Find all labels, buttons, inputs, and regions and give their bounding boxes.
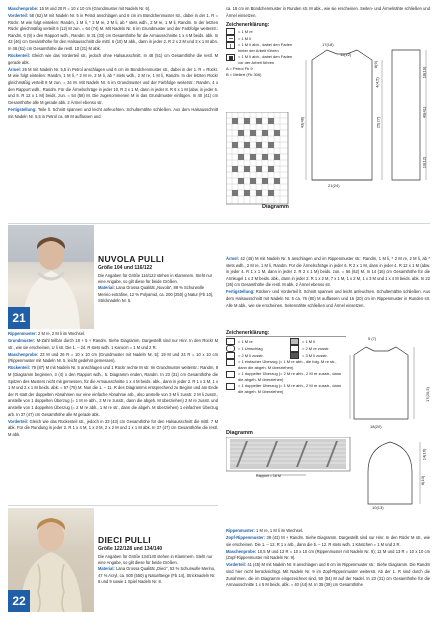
legend-1 — [226, 22, 294, 78]
schema-label-h3: 8(9) — [373, 60, 379, 69]
knit-two-together-symbol-icon — [290, 345, 299, 352]
garment-schematic-1 — [302, 30, 432, 220]
schema2-label-side2: 8(10) — [420, 475, 426, 486]
legend-row: = 1 M li — [226, 35, 294, 42]
legend-row: = 1 doppelter Überzug (= 2 M re abh., 2 M re zusstr., dann die abgeh. M überziehen) — [226, 371, 346, 383]
project-title: NUVOLA PULLI — [98, 254, 165, 264]
garment-schematic-2 — [348, 335, 434, 425]
single-decrease-symbol-icon — [226, 359, 235, 366]
paragraph: Ärmel: 26 M mit Nadeln Nr. 5,5 in Petrol anschlagen und 6 cm im Bündchenmuster str., dabei in der 1. R = Rückr. M wie folgt einteilen: Randm, 1 M li, * 2 M re, 2 M li, ab * stets wdh., 2 M re, 1 M li, Randm. In der letzten Rückr gleichmäßig verteilt 8 M zun. = 34 M. Mit Nadeln Nr. 6 im Grundmuster und der Farbfolge weiterstr.: Randm, 4 x den Rapport wdh., Randm. Für die Ärmelschräge in jeder 10. R 2 x 1 M, dann in jeder 8. R 6 x 1 M (abw. in jeder 6. und 8. R 12 x 1 M) beids. zun. = 54 (58) M. Die zugenommenen M in das Grundmuster einfügen. In 40 (41) cm Gesamthöhe alle M gerade abk. 2 Ärmel ebenso str. — [8, 66, 219, 105]
paragraph: Rippenmuster: 1 M re, 1 M li im Wechsel. — [226, 528, 304, 533]
knitting-chart-1 — [226, 112, 296, 208]
project-size: Größe 104 und 116/122 — [98, 265, 153, 271]
section-divider — [8, 505, 218, 506]
legend-row: = 2 M re zusstr. — [290, 345, 346, 352]
paragraph: Vorderteil: 58 (62) M mit Nadeln Nr. 5 in Petrol anschlagen und 6 cm im Bündchenmuster str., dabei in der 1. R = Rückr. M wie folgt einteilen: Randm, 1 M li, * 2 M re, 2 M li, ab * stets wdh., 2 M re, 1 M li, Randm. In der letzten Rückr gleichmäßig verteilt 6 (12) M zun. = 64 (74) M. Mit Nadeln Nr. 6 im Grundmuster und der Farbfolge weiterstr.: Randm, 6 (9) x den Rapport wdh., Randm. In 31 (33) cm Gesamthöhe für die Armausschnitte 1 x 4 M beids. abk. In 43 (46) cm Gesamthöhe für den Halsausschnitt die mittl. 6 (10) M abk., dann in jeder 2. R 2 x 2 M und 3 x 1 M abn. In 48 (51) cm Gesamthöhe die restl. 10 (21) M abk. — [8, 13, 218, 52]
schema-label-side-top: 18(19) — [421, 66, 427, 79]
legend-col-1 — [226, 338, 286, 359]
chart-2-rapport: Rapport = 18 M — [256, 474, 281, 478]
paragraph: Vorderteil: 41 (45) M mit Nadeln Nr. 8 anschlagen und 8 cm im Rippenmuster str.: Siehe Diagramm. Die Randm sind hier nicht berücksichtigt. Mit Nadeln Nr. 9 im Zopf-Rippenmuster weiterstr. Ab der 1. R sind durch die Zunahmen, die im Diagramm eingezeichnet sind, 50 (54) M auf der Nadel. In 23 (31) cm Gesamthöhe für die Armausschnitte 1 x 5 M beids. abk. = 40 (44) M. In 35 (39) cm Gesamthöhe — [226, 562, 431, 588]
purl-two-together-symbol-icon — [226, 352, 235, 359]
paragraph: Maschenprobe: 23 M und 26 R = 10 x 10 cm (Grundmuster mit Nadeln Nr. 5); 19 M und 24 R = 10 x 10 cm (Rippenmuster mit Nadeln Nr. 5, leicht gedehnt gemessen). — [8, 351, 218, 364]
paragraph: Ärmel: 42 (46) M mit Nadeln Nr. 5 anschlagen und im Rippenmuster str.: Randm, 1 M li, * 2 M re, 2 M li, ab * stets wdh., 2 M re, 1 M li, Randm. Für die Ärmelschräge in jeder 6. R 2 x 1 M, dann in jeder 4. R 12 x 1 M (abw. in jeder 4. R 1 x 1 M, dann in jeder 2. R 2 x 1 M) beids. zun. = 56 (62) M. In 14 (16) cm Gesamthöhe für die Armkugel 1 x 3 M beids. abk., dann in jeder 2. R 1 x 2 M, 7 x 1 M, 1 x 2 M, 1 x 3 M und 1 x 4 M beids. abk. In 22 (26) cm Gesamthöhe die restl. M abk. 2 Ärmel ebenso str. — [226, 256, 430, 288]
legend-row: = 3 M li zusstr. — [290, 352, 346, 359]
legend-2 — [226, 330, 346, 395]
legend-row: = 1 einfacher Überzug (= 1 M re abh., die folg. M re str., dann die abgeh. M überziehen) — [226, 359, 346, 371]
legend-row: = 2 M li zusstr. — [226, 352, 286, 359]
paragraph: Rückenteil: Gleich wie das Vorderteil str., jedoch ohne Halsausschnitt. In 48 (51) cm Gesamthöhe die restl. M gerade abk. — [8, 53, 218, 65]
legend-col-2 — [290, 338, 346, 359]
paragraph: Zopf-Rippenmuster: 39 (43) M + Randm. Siehe Diagramm. Dargestellt sind nur Hinr. In den Rückr M str., wie sie erscheinen. Die 1. – 12. R 1 x arb., dann die 5. – 12. R stets wdh. 1 Kästchen = 1 M und 2 R. — [226, 535, 431, 547]
project-size-note: Die Angaben für Größe 116/122 stehen in Klammern. Steht nur eine Angabe, so gilt diese für beide Größen. — [98, 273, 213, 285]
project-22-info — [98, 535, 216, 585]
legend-title: Zeichenerklärung: — [226, 22, 270, 28]
project-material: Material: Lana Grossa Qualität „Nuvola“, 88 % Schurwolle Merino extrafine, 12 % Polyamid, ca. 200 (250) g Natur (Fb 10), Stricknadeln Nr. 5. — [98, 285, 214, 303]
schema2-label-w: 18(20) — [370, 424, 382, 429]
legend-row: = 1 Umschlag — [226, 345, 286, 352]
schema-label-side-mid: 40(41) — [421, 106, 427, 119]
legend-row: = 1 M li abh., dabei den Faden hinter der Arbeit führen — [226, 42, 294, 54]
legend-row: = 1 doppelter Überzug (= 1 M re abh., 2 M re zusstr., dann die abgeh. M überziehen) — [226, 383, 346, 395]
schema-label-w2: 11(12) — [340, 52, 352, 57]
knit-symbol-icon — [226, 338, 235, 345]
top-right-text: ca. 18 cm im Bündchenmuster in Runden str. M abk., wie sie erscheinen. Seiten- und Ärmelnähte schließen und Ärmel einsetzen. — [226, 6, 430, 18]
purl-three-together-symbol-icon — [290, 352, 299, 359]
paragraph: Grundmuster: M-Zahl teilbar durch 18 + 5 + Randm. Siehe Diagramm. Dargestellt sind nur Hinr. In den Rückr M str., wie sie erscheinen, U li str. Die 1. – 24. R stets wdh. 1 Karocm = 1 M und 2 R. — [8, 338, 218, 350]
schema-label-h1: 43(48) — [299, 116, 305, 129]
schema-label-side-bot: 10(12) — [421, 156, 427, 169]
purl-symbol-icon — [290, 338, 299, 345]
top-left-column — [8, 6, 218, 121]
slip-front-symbol-icon — [226, 54, 235, 61]
legend-row: A = Petrol Fb 9 — [226, 66, 253, 71]
legend-row: = 1 M li abh., dabei den Faden vor der Arbeit führen — [226, 54, 294, 66]
paragraph: Rippenmuster: 2 M re, 2 M li im Wechsel. — [8, 331, 86, 336]
project-title: DIECI PULLI — [98, 535, 151, 545]
yarn-over-symbol-icon — [226, 345, 235, 352]
schema2-label-top: 5 (7) — [368, 336, 377, 341]
double-decrease-alt-symbol-icon — [226, 383, 235, 390]
project-size: Größe 122/128 und 134/140 — [98, 546, 163, 552]
schema-label-h4: 4(4,5) — [374, 77, 380, 88]
schema-label-h2: 25(27) — [375, 116, 381, 129]
double-decrease-symbol-icon — [226, 371, 235, 378]
paragraph: Fertigstellung: Rücken- und Vorderteil lt. Schnitt spannen und leicht anfeuchten. Schulternähte schließen. Aus dem Halsausschnitt mit Nadeln Nr. 5 ca. 76 (80) M auffassen und 16 (20) cm im Rippenmuster in Runden str. Alle M abk., wie sie erscheinen. Seitennähte schließen und Ärmel einsetzen. — [226, 289, 430, 308]
chart-2-label: Diagramm — [226, 430, 253, 436]
knitting-chart-2 — [226, 437, 352, 479]
paragraph: Vorderteil: Gleich wie das Rückenteil str., jedoch in 33 (43) cm Gesamthöhe für den Halsausschnitt die mittl. 7 M abk. Für die Rundung in jeder 2. R 1 x 4 M, 1 x 3 M, 2 x 2 M und 1 x 1 M abk. In 37 (47) cm Gesamthöhe die restl. M abk. — [8, 418, 218, 437]
section-divider — [8, 223, 430, 224]
schema-label-w3: 21(24) — [328, 183, 340, 188]
bottom-right-column — [226, 528, 430, 589]
legend-row: = 1 M li — [290, 338, 346, 345]
sleeve-schematic-2 — [360, 432, 436, 512]
paragraph: Maschenprobe: 15 M und 20 R = 10 x 10 cm (Grundmuster mit Nadeln Nr. 6). — [8, 6, 151, 11]
legend-row: = 1 M re — [226, 338, 286, 345]
schema2-label-side1: 14(16) — [421, 448, 427, 461]
slip-back-symbol-icon — [226, 42, 235, 49]
legend-title: Zeichenerklärung: — [226, 330, 346, 337]
schema2-label-sleeve: 10(13) — [372, 505, 384, 510]
mid-left-column — [8, 331, 218, 439]
legend-row: B = Meliert (Fb 306) — [226, 72, 262, 77]
mid-right-column — [226, 256, 430, 310]
schema-label-w1: 17(18) — [322, 42, 334, 47]
chart-1-label: Diagramm — [262, 204, 289, 210]
purl-symbol-icon — [226, 35, 235, 42]
paragraph: Rückenteil: 79 (87) M mit Nadeln Nr. 5 anschlagen und 1 Rückr rechte M str. Im Grundmuster weiterstr.: Randm, 8 M (Diagramm beginnen, 3 (4) x den Rapport wdh., 5. Diagramm enden, Randm. In 23 (31) cm Gesamthöhe die Spitzen des Musters nicht mit gemessen, für die Armausschnitte 1 x 4 M beids. abk., dann in jeder 2. R 1 x 2 M, 1 x 1 M und 2 x 1 M beids. abk. = 57 (75) M. Nun die 1. – 11. R des Diagramms entsprechend zu Beginn und am Ende der R statt der doppelten Abnahmen nur eine einfache Abnahme arb., also anstelle von 3 M li zusstr. 2 M li zusstr., anstelle von 1 doppelten Überzug (= 1 M re abh., 2 M re zusstr., dann die abgeh. M überziehen) 2 M re zusstr. und anstelle von 1 doppelten Überzug (= 2 M re abh., 1 M re str., dann die abgeh. M überziehen) 1 einfachen Überzug arb. In 37 (47) cm Gesamthöhe alle M gerade abk. — [8, 365, 219, 417]
legend-columns — [226, 338, 346, 359]
knit-symbol-icon — [226, 28, 235, 35]
paragraph: Fertigstellung: Teile lt. Schnitt spannen und leicht anfeuchten. Schulternähte schließen. Aus dem Halsausschnitt mit Nadeln Nr. 5,5 in Petrol ca. 69 M auffassen und — [8, 106, 218, 119]
project-number-badge: 21 — [8, 307, 30, 329]
legend-row: = 1 M re — [226, 28, 294, 35]
project-size-note: Die Angaben für Größe 134/140 stehen in Klammern. Steht nur eine Angabe, so gilt diese für beide Größen. — [98, 554, 213, 566]
project-material: Material: Lana Grossa Qualität „Dieci“, 53 % Schurwolle Merino, 47 % Acryl, ca. 500 (550) g Natur/Beige (Fb 14), Stricknadeln Nr. 8 und 9 sowie 1 Spiel Nadeln Nr. 8. — [98, 566, 216, 584]
paragraph: Maschenprobe: 10,5 M und 13 R = 10 x 10 cm (Rippenmuster mit Nadeln Nr. 9); 12 M und 13 R = 10 x 10 cm (Zopf-Rippenmuster mit Nadeln Nr. 9). — [226, 548, 430, 561]
schema2-label-mid: 17(20,5) — [424, 387, 430, 402]
project-21-info — [98, 254, 216, 304]
project-number-badge: 22 — [8, 590, 30, 612]
